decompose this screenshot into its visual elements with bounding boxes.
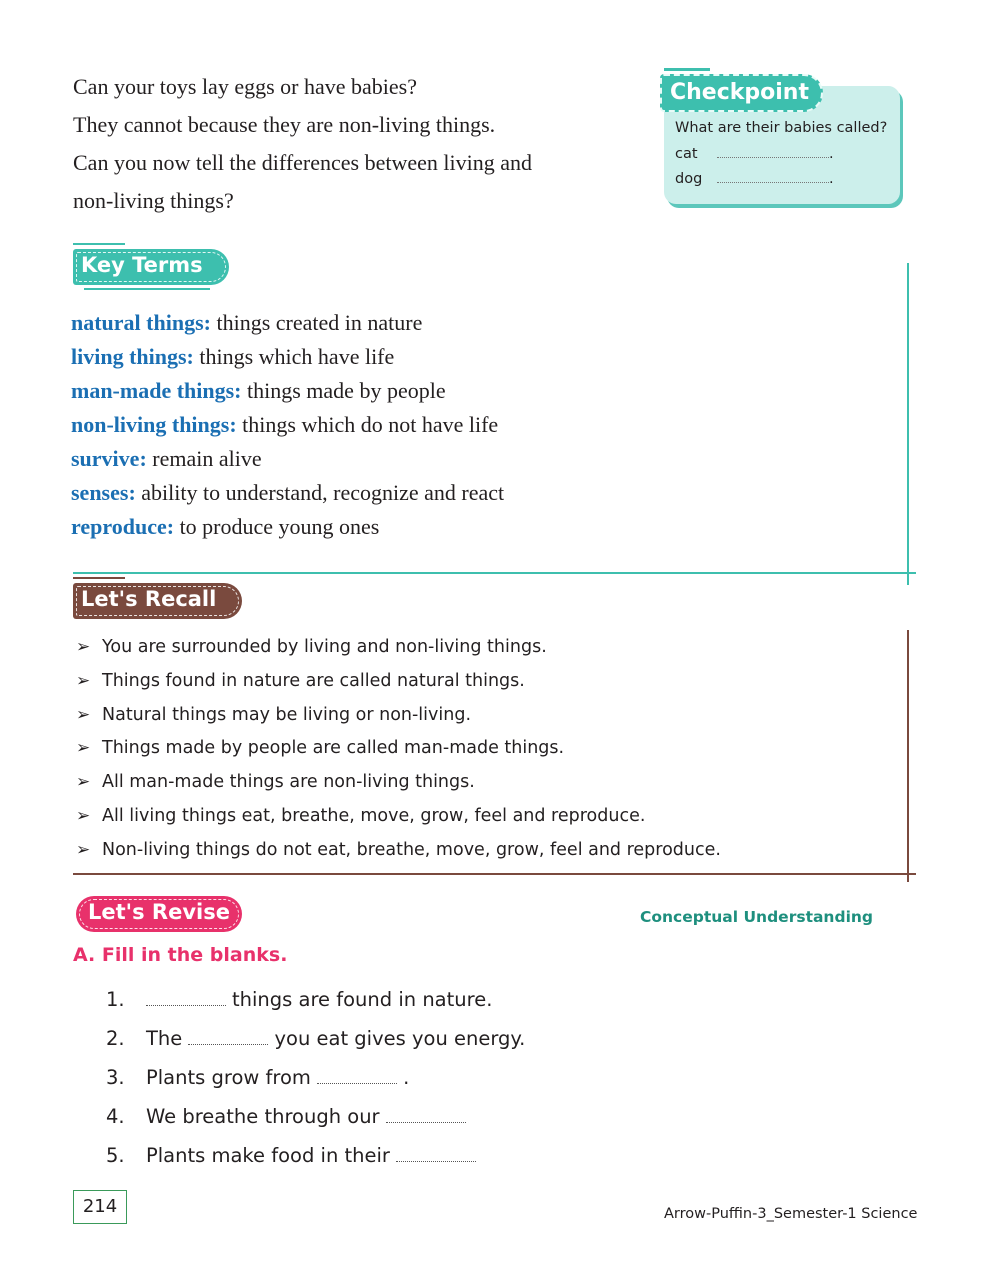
- arrow-bullet-icon: ➢: [76, 772, 91, 793]
- answer-blank[interactable]: [386, 1109, 466, 1123]
- checkpoint-item-label: dog: [675, 171, 703, 187]
- key-terms-title: Key Terms: [81, 253, 203, 277]
- key-terms-frame-bottom: [73, 572, 916, 574]
- term-definition: to produce young ones: [179, 514, 380, 539]
- list-item: ➢ Things made by people are called man-made things.: [76, 732, 721, 766]
- term-row: [71, 442, 504, 476]
- term-name: survive:: [71, 446, 147, 471]
- intro-line: Can you now tell the differences between living and: [73, 150, 533, 175]
- question-item: 4. We breathe through our: [106, 1097, 525, 1136]
- term-name: non-living things:: [71, 412, 237, 437]
- recall-frame-right: [907, 630, 909, 882]
- intro-line: They cannot because they are non-living things.: [73, 112, 496, 137]
- recall-header: [73, 583, 242, 619]
- revise-header: [76, 896, 242, 932]
- key-terms-decoration: [73, 243, 125, 245]
- list-item: ➢ Natural things may be living or non-living.: [76, 699, 721, 733]
- term-name: natural things:: [71, 310, 211, 335]
- key-terms-header: [73, 249, 229, 285]
- recall-decoration: [73, 577, 125, 579]
- checkpoint-item-cat: cat .: [675, 146, 834, 162]
- intro-line: non-living things?: [73, 188, 234, 213]
- list-item: ➢ Things found in nature are called natural things.: [76, 665, 721, 699]
- arrow-bullet-icon: ➢: [76, 805, 91, 826]
- recall-title: Let's Recall: [81, 587, 217, 611]
- key-terms-underline: [84, 288, 210, 290]
- checkpoint-decoration: [664, 68, 710, 71]
- term-row: [71, 374, 504, 408]
- term-definition: remain alive: [152, 446, 262, 471]
- question-item: 5. Plants make food in their: [106, 1136, 525, 1175]
- term-definition: things which have life: [199, 344, 395, 369]
- answer-blank[interactable]: [188, 1031, 268, 1045]
- revise-title: Let's Revise: [88, 900, 230, 924]
- intro-line: Can your toys lay eggs or have babies?: [73, 74, 417, 99]
- checkpoint-question: What are their babies called?: [675, 120, 888, 136]
- checkpoint-item-dog: dog .: [675, 171, 834, 187]
- answer-blank[interactable]: [717, 171, 829, 183]
- term-name: living things:: [71, 344, 194, 369]
- category-label: Conceptual Understanding: [640, 908, 874, 926]
- term-row: [71, 340, 504, 374]
- term-row: [71, 476, 504, 510]
- term-name: man-made things:: [71, 378, 242, 403]
- list-item: ➢ You are surrounded by living and non-living things.: [76, 631, 721, 665]
- term-definition: ability to understand, recognize and react: [141, 480, 505, 505]
- arrow-bullet-icon: ➢: [76, 670, 91, 691]
- term-name: reproduce:: [71, 514, 175, 539]
- term-row: [71, 306, 504, 340]
- term-row: [71, 408, 504, 442]
- question-item: 2. The you eat gives you energy.: [106, 1027, 526, 1050]
- section-heading: A. Fill in the blanks.: [73, 944, 288, 966]
- intro-paragraph: [73, 68, 633, 220]
- question-item: 3. Plants grow from .: [106, 1066, 410, 1089]
- term-row: [71, 510, 504, 544]
- term-definition: things created in nature: [216, 310, 423, 335]
- term-name: senses:: [71, 480, 136, 505]
- list-item: ➢ Non-living things do not eat, breathe, move, grow, feel and reproduce.: [76, 834, 721, 868]
- arrow-bullet-icon: ➢: [76, 704, 91, 725]
- checkpoint-item-label: cat: [675, 146, 698, 162]
- term-definition: things made by people: [247, 378, 446, 403]
- arrow-bullet-icon: ➢: [76, 637, 91, 657]
- arrow-bullet-icon: ➢: [76, 738, 91, 759]
- answer-blank[interactable]: [396, 1148, 476, 1162]
- book-title: Arrow-Puffin-3_Semester-1 Science: [664, 1206, 918, 1222]
- page-number: 214: [73, 1190, 127, 1224]
- fill-blanks-list: [106, 980, 525, 1175]
- key-terms-frame-right: [907, 263, 909, 585]
- recall-frame-bottom: [73, 873, 916, 875]
- key-terms-list: [71, 306, 504, 544]
- term-definition: things which do not have life: [242, 412, 499, 437]
- answer-blank[interactable]: [146, 992, 226, 1006]
- question-item: 1. things are found in nature.: [106, 988, 493, 1011]
- recall-list: [76, 631, 721, 868]
- answer-blank[interactable]: [317, 1070, 397, 1084]
- arrow-bullet-icon: ➢: [76, 839, 91, 860]
- list-item: ➢ All man-made things are non-living things.: [76, 766, 721, 800]
- answer-blank[interactable]: [717, 146, 829, 158]
- list-item: ➢ All living things eat, breathe, move, grow, feel and reproduce.: [76, 800, 721, 834]
- checkpoint-title: Checkpoint: [660, 74, 823, 112]
